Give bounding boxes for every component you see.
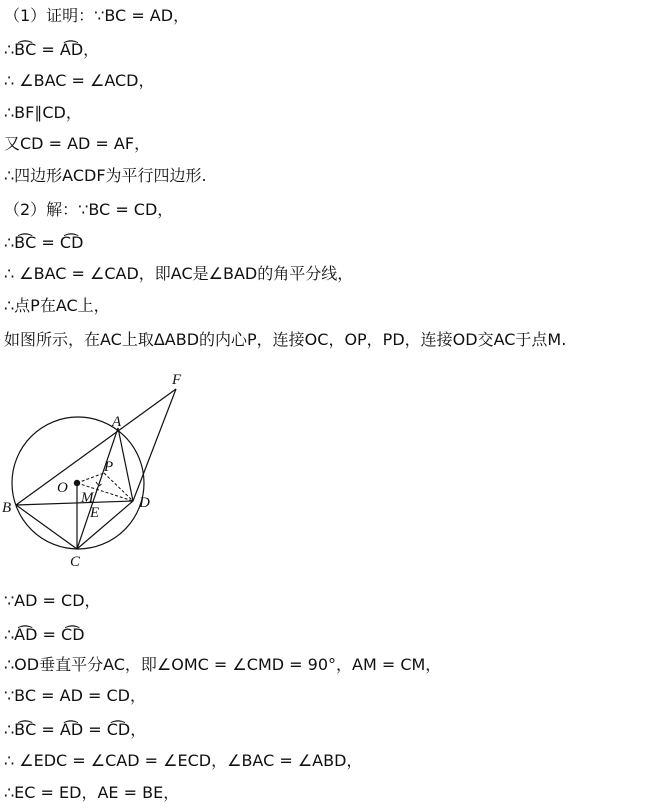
proof-line-8: ∴B͡C = C͡D bbox=[4, 233, 84, 252]
label-d: D bbox=[139, 495, 150, 511]
proof-line-7: （2）解：∵BC = CD， bbox=[4, 200, 174, 219]
proof-line-9: ∴ ∠BAC = ∠CAD，即AC是∠BAD的角平分线， bbox=[4, 264, 354, 283]
proof-line-11: 如图所示，在AC上取ΔABD的内心P，连接OC，OP，PD，连接OD交AC于点M. bbox=[4, 330, 567, 349]
geometry-figure bbox=[0, 362, 230, 572]
proof-line-14: ∴OD垂直平分AC，即∠OMC = ∠CMD = 90°，AM = CM， bbox=[4, 655, 442, 674]
proof-line-10: ∴点P在AC上， bbox=[4, 296, 110, 315]
label-f: F bbox=[172, 372, 182, 388]
line-bf bbox=[16, 389, 176, 505]
label-c: C bbox=[70, 554, 81, 570]
proof-line-15: ∵BC = AD = CD， bbox=[4, 686, 146, 705]
label-a: A bbox=[112, 414, 122, 430]
line-fd bbox=[133, 389, 176, 501]
proof-line-6: ∴四边形ACDF为平行四边形. bbox=[4, 166, 207, 185]
proof-line-1: （1）证明：∵BC = AD， bbox=[4, 6, 190, 25]
proof-line-16: ∴B͡C = A͡D = C͡D， bbox=[4, 720, 147, 739]
line-bc bbox=[16, 505, 77, 549]
proof-line-18: ∴EC = ED，AE = BE， bbox=[4, 783, 180, 802]
proof-line-3: ∴ ∠BAC = ∠ACD， bbox=[4, 71, 155, 90]
geometry-diagram bbox=[0, 362, 230, 572]
proof-line-2: ∴B͡C = A͡D， bbox=[4, 40, 100, 59]
label-b: B bbox=[2, 500, 12, 516]
label-m: M bbox=[81, 490, 94, 506]
label-p: P bbox=[104, 459, 114, 475]
line-ad bbox=[118, 428, 133, 501]
label-o: O bbox=[57, 480, 68, 496]
proof-line-5: 又CD = AD = AF， bbox=[4, 134, 151, 153]
proof-line-13: ∴A͡D = C͡D bbox=[4, 625, 85, 644]
label-e: E bbox=[90, 505, 100, 521]
proof-line-4: ∴BF∥CD， bbox=[4, 103, 82, 122]
center-dot bbox=[74, 480, 80, 486]
line-bd bbox=[16, 501, 133, 505]
proof-line-17: ∴ ∠EDC = ∠CAD = ∠ECD，∠BAC = ∠ABD， bbox=[4, 751, 363, 770]
proof-line-12: ∵AD = CD， bbox=[4, 591, 101, 610]
